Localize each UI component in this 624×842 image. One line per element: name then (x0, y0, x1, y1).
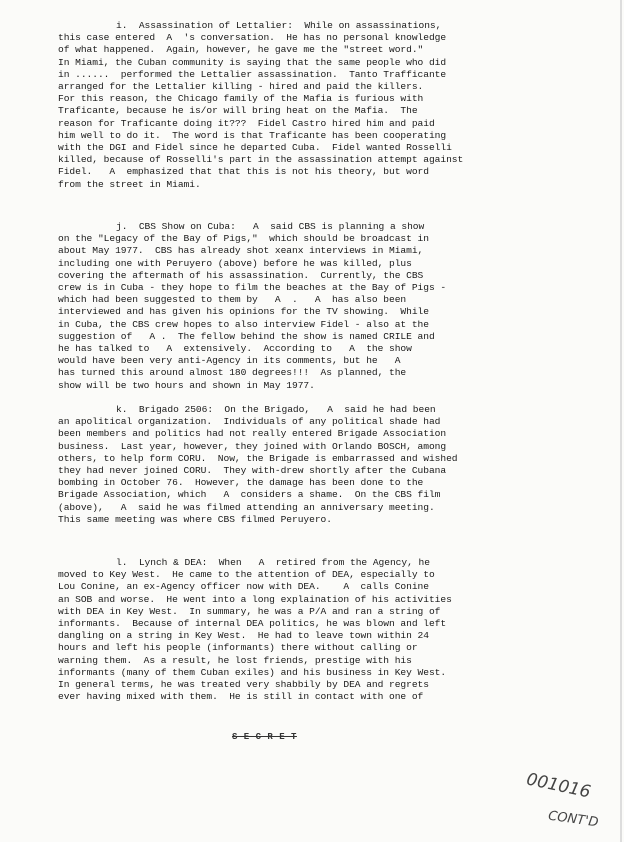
text-line: Lou Conine, an ex-Agency officer now with DEA. A calls Conine (58, 581, 429, 593)
text-line: interviewed and has given his opinions for the TV showing. While (58, 306, 429, 318)
text-line: informants (many of them Cuban exiles) and his business in Key West. (58, 666, 447, 678)
text-line: hours and left his people (informants) there without calling or (58, 642, 418, 654)
text-line: about May 1977. CBS has already shot xeanx interviews in Miami, (58, 245, 424, 257)
text-line: killed, because of Rosselli's part in the assassination attempt against (58, 154, 464, 166)
text-line: including one with Peruyero (above) before he was killed, plus (58, 257, 412, 269)
text-line: ever having mixed with them. He is still in contact with one of (58, 691, 424, 703)
text-line: with the DGI and Fidel since he departed Cuba. Fidel wanted Rosselli (58, 142, 452, 154)
text-line: would have been very anti-Agency in its comments, but he A (58, 355, 401, 367)
text-line: others, to help form CORU. Now, the Brigade is embarrassed and wished (58, 452, 458, 464)
text-line: him well to do it. The word is that Traficante has been cooperating (58, 129, 447, 141)
text-line: an SOB and worse. He went into a long explaination of his activities (58, 593, 452, 605)
text-line: For this reason, the Chicago family of the Mafia is furious with (58, 93, 424, 105)
text-line: he has talked to A extensively. According to A the show (58, 343, 412, 355)
text-line: with DEA in Key West. In summary, he was a P/A and ran a string of (58, 605, 441, 617)
text-line: Brigade Association, which A considers a shame. On the CBS film (58, 489, 441, 501)
text-line: informants. Because of internal DEA politics, he was blown and left (58, 618, 447, 630)
paragraph-j (58, 221, 574, 392)
text-line: in Cuba, the CBS crew hopes to also interview Fidel - also at the (58, 318, 429, 330)
paragraph-k (58, 404, 574, 526)
classification-stamp: S E C R E T (232, 732, 297, 742)
text-line: this case entered A 's conversation. He has no personal knowledge (58, 32, 447, 44)
text-line: of what happened. Again, however, he gave me the "street word." (58, 44, 424, 56)
text-line: k. Brigado 2506: On the Brigado, A said he had been (116, 404, 436, 415)
text-line: from the street in Miami. (58, 178, 201, 190)
text-line: j. CBS Show on Cuba: A said CBS is planning a show (116, 221, 425, 232)
continued-mark: CONT'D (547, 808, 600, 831)
text-line: arranged for the Lettalier killing - hired and paid the killers. (58, 81, 424, 93)
text-line: they had never joined CORU. They with-drew shortly after the Cubana (58, 465, 447, 477)
text-line: In general terms, he was treated very shabbily by DEA and regrets (58, 679, 429, 691)
text-line: on the "Legacy of the Bay of Pigs," which should be broadcast in (58, 233, 429, 245)
paragraph-i (58, 20, 574, 191)
text-line: This same meeting was where CBS filmed Peruyero. (58, 513, 332, 525)
scan-edge (620, 0, 622, 842)
text-line: reason for Traficante doing it??? Fidel Castro hired him and paid (58, 117, 435, 129)
text-line: dangling on a string in Key West. He had to leave town within 24 (58, 630, 429, 642)
text-line: been members and politics had not really entered Brigade Association (58, 428, 447, 440)
text-line: suggestion of A . The fellow behind the show is named CRILE and (58, 330, 435, 342)
text-line: (above), A said he was filmed attending an anniversary meeting. (58, 501, 435, 513)
text-line: i. Assassination of Lettalier: While on assassinations, (116, 20, 442, 31)
text-line: covering the aftermath of his assassination. Currently, the CBS (58, 269, 424, 281)
text-line: business. Last year, however, they joined with Orlando BOSCH, among (58, 440, 447, 452)
text-line: Traficante, because he is/or will bring heat on the Mafia. The (58, 105, 418, 117)
text-line: an apolitical organization. Individuals of any political shade had (58, 416, 441, 428)
text-line: has turned this around almost 180 degrees!!! As planned, the (58, 367, 407, 379)
text-line: warning them. As a result, he lost friends, prestige with his (58, 654, 412, 666)
text-line: which had been suggested to them by A . A has also been (58, 294, 407, 306)
document-number: 001016 (524, 769, 593, 803)
text-line: bombing in October 76. However, the damage has been done to the (58, 477, 424, 489)
text-line: crew is in Cuba - they hope to film the beaches at the Bay of Pigs - (58, 282, 447, 294)
text-line: in ...... performed the Lettalier assassination. Tanto Trafficante (58, 68, 447, 80)
text-line: moved to Key West. He came to the attention of DEA, especially to (58, 569, 435, 581)
paragraph-l (58, 557, 574, 703)
text-line: l. Lynch & DEA: When A retired from the Agency, he (116, 557, 430, 568)
text-line: Fidel. A emphasized that that this is not his theory, but word (58, 166, 429, 178)
text-line: show will be two hours and shown in May 1977. (58, 379, 315, 391)
text-line: In Miami, the Cuban community is saying that the same people who did (58, 56, 447, 68)
